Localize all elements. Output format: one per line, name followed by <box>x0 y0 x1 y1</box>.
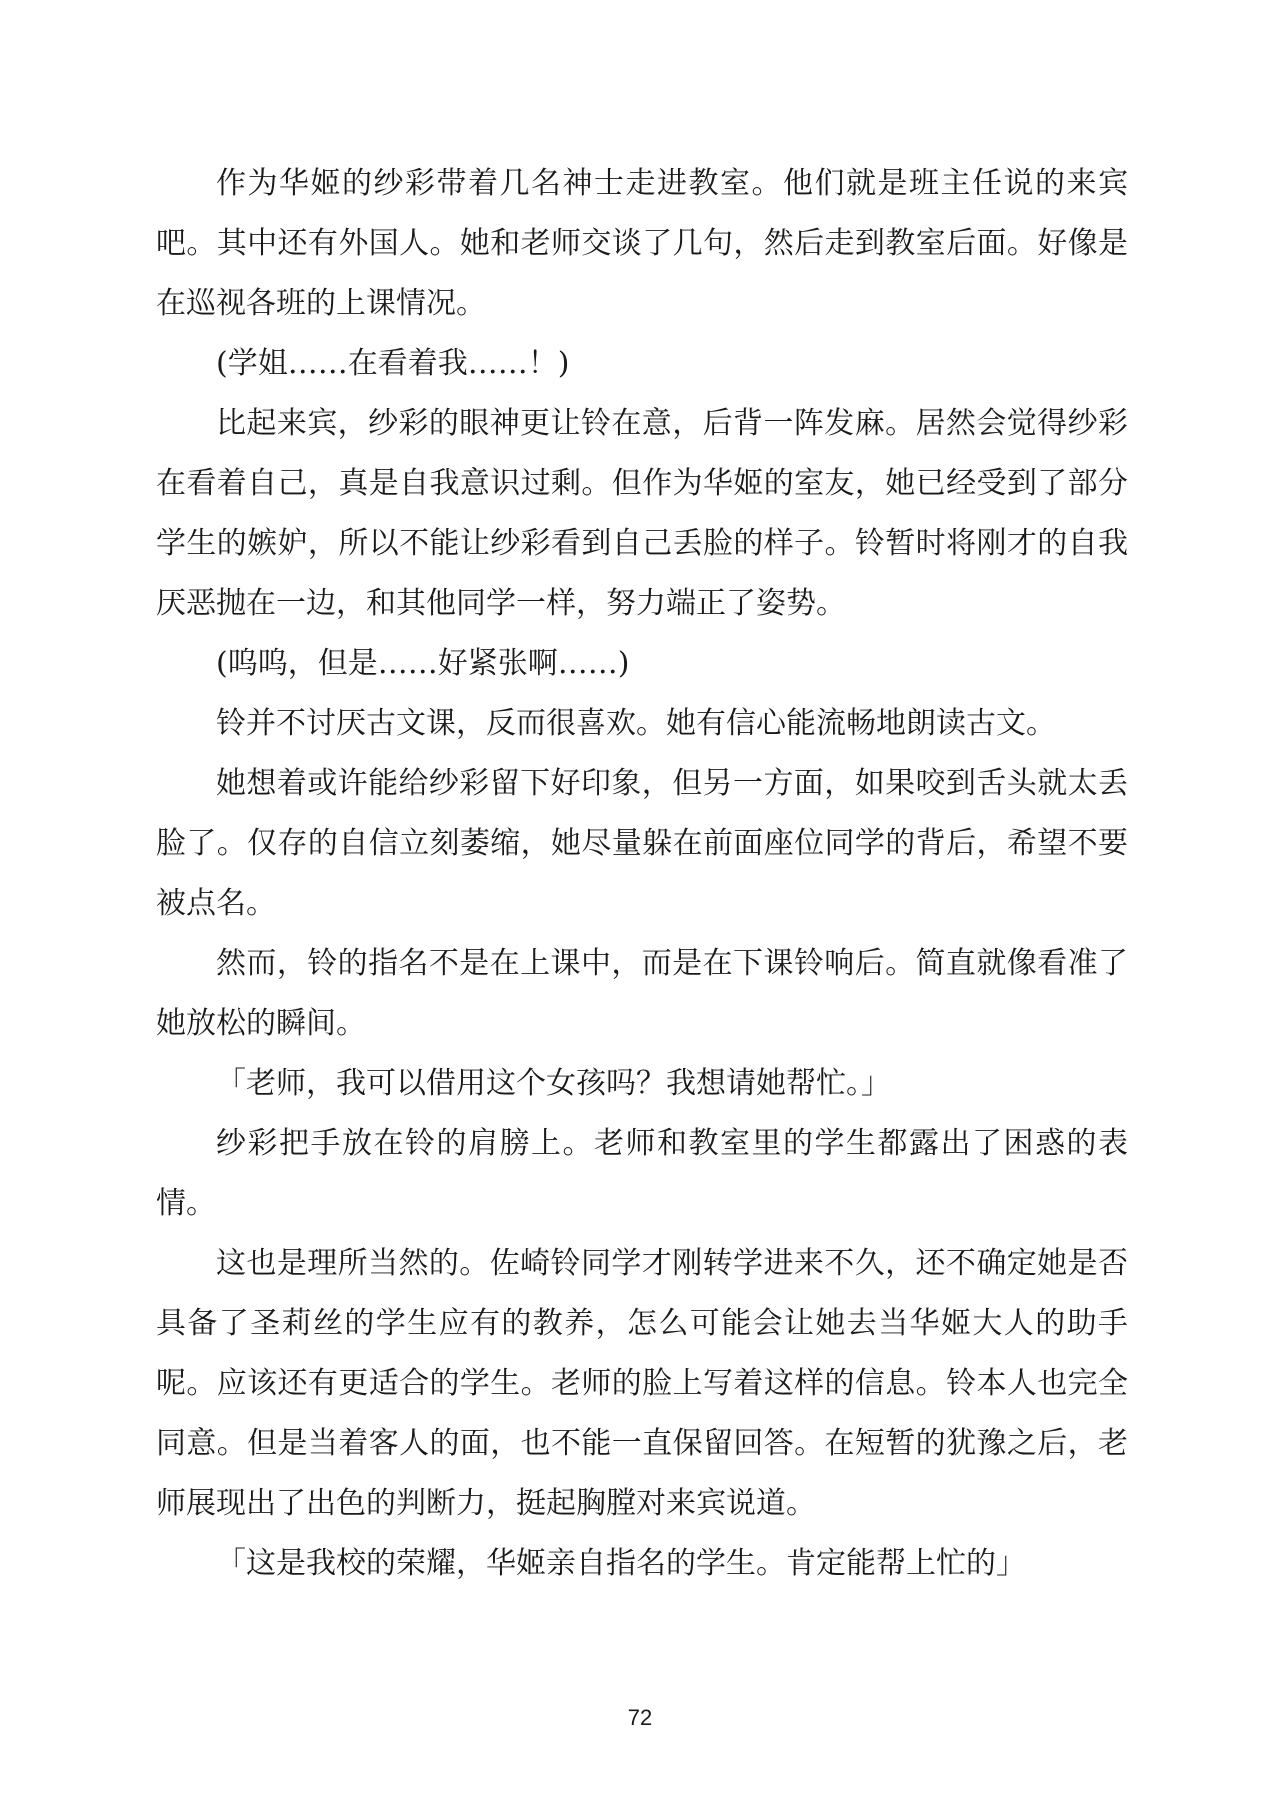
paragraph: 作为华姬的纱彩带着几名神士走进教室。他们就是班主任说的来宾吧。其中还有外国人。她和老师交谈了几句，然后走到教室后面。好像是在巡视各班的上课情况。 <box>156 166 1128 321</box>
paragraph: 然而，铃的指名不是在上课中，而是在下课铃响后。简直就像看准了她放松的瞬间。 <box>156 946 1128 1041</box>
paragraph: 纱彩把手放在铃的肩膀上。老师和教室里的学生都露出了困惑的表情。 <box>156 1126 1128 1221</box>
paragraph: 比起来宾，纱彩的眼神更让铃在意，后背一阵发麻。居然会觉得纱彩在看着自己，真是自我意识过剩。但作为华姬的室友，她已经受到了部分学生的嫉妒，所以不能让纱彩看到自己丢脸的样子。铃暂时将刚才的自我厌恶抛在一边，和其他同学一样，努力端正了姿势。 <box>156 406 1128 621</box>
paragraph: (学姐……在看着我……！) <box>216 346 570 381</box>
page-number: 72 <box>627 1705 653 1730</box>
dialogue-paragraph: 「这是我校的荣耀，华姬亲自指名的学生。肯定能帮上忙的」 <box>216 1546 1026 1581</box>
paragraph: 这也是理所当然的。佐崎铃同学才刚转学进来不久，还不确定她是否具备了圣莉丝的学生应有的教养，怎么可能会让她去当华姬大人的助手呢。应该还有更适合的学生。老师的脸上写着这样的信息。铃本人也完全同意。但是当着客人的面，也不能一直保留回答。在短暂的犹豫之后，老师展现出了出色的判断力，挺起胸膛对来宾说道。 <box>156 1246 1128 1521</box>
paragraph: 铃并不讨厌古文课，反而很喜欢。她有信心能流畅地朗读古文。 <box>216 706 1056 741</box>
paragraph: (呜呜，但是……好紧张啊……) <box>216 646 630 681</box>
paragraph: 她想着或许能给纱彩留下好印象，但另一方面，如果咬到舌头就太丢脸了。仅存的自信立刻萎缩，她尽量躲在前面座位同学的背后，希望不要被点名。 <box>156 766 1128 921</box>
dialogue-paragraph: 「老师，我可以借用这个女孩吗？我想请她帮忙。」 <box>216 1066 891 1101</box>
text-body <box>156 154 1128 1594</box>
